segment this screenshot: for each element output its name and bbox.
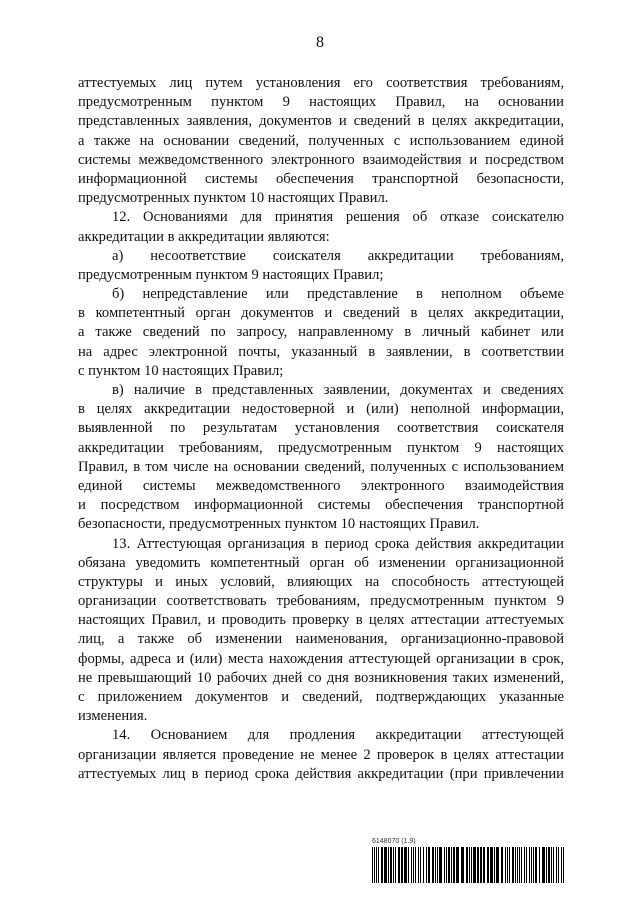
text-line: аттестуемых лиц в период срока действия аккредитации (при привлечении (78, 765, 564, 782)
text-line: аккредитации требованиям, предусмотренным пунктом 9 настоящих (78, 439, 564, 456)
text-line: в) наличие в представленных заявлении, документах и сведениях (112, 382, 564, 398)
text-line: формы, адреса и (или) места нахождения аттестующей организации в срок, (78, 650, 564, 667)
text-line: безопасности, предусмотренных пунктом 10 настоящих Правил. (78, 516, 480, 533)
text-line: а также на основании сведений, полученных с использованием единой (78, 132, 564, 149)
text-line: изменения. (78, 708, 148, 725)
paragraph-p-13 (78, 535, 564, 727)
page-number: 8 (316, 34, 324, 51)
text-line: предусмотренным пунктом 9 настоящих Правил; (78, 266, 384, 283)
text-line: выявленной по результатам установления соответствия соискателя (78, 420, 564, 437)
barcode-caption: 6148070 (1.9) (372, 838, 416, 845)
paragraph-p-12a (78, 247, 564, 285)
text-line: предусмотренных пунктом 10 настоящих Правил. (78, 190, 389, 207)
text-line: структуры и иных условий, влияющих на способность аттестующей (78, 573, 564, 590)
text-line: на адрес электронной почты, указанный в заявлении, в соответствии (78, 343, 564, 360)
text-line: информационной системы обеспечения транспортной безопасности, (78, 170, 564, 187)
document-barcode-block (372, 838, 568, 883)
text-line: б) непредставление или представление в неполном объеме (112, 286, 564, 303)
text-line: предусмотренным пунктом 9 настоящих Правил, на основании (78, 94, 564, 111)
text-line: 12. Основаниями для принятия решения об отказе соискателю (112, 209, 564, 226)
text-line: с пунктом 10 настоящих Правил; (78, 362, 284, 379)
text-line: 13. Аттестующая организация в период срока действия аккредитации (112, 535, 564, 552)
text-line: организации является проведение не менее 2 проверок в целях аттестации (78, 746, 564, 763)
text-line: 14. Основанием для продления аккредитации аттестующей (112, 727, 564, 744)
text-line: представленных заявления, документов и сведений в целях аккредитации, (78, 113, 564, 130)
paragraph-p-continuation (78, 74, 564, 208)
paragraph-p-12b (78, 285, 564, 381)
barcode-image (372, 847, 568, 883)
text-line: не превышающий 10 рабочих дней со дня возникновения таких изменений, (78, 669, 564, 686)
paragraph-p-14 (78, 726, 564, 784)
text-line: в целях аккредитации недостоверной и (или) неполной информации, (78, 401, 564, 418)
text-line: системы межведомственного электронного взаимодействия и посредством (78, 151, 564, 168)
text-line: и посредством информационной системы обеспечения транспортной (78, 497, 564, 514)
text-line: Правил, в том числе на основании сведений, полученных с использованием (78, 458, 564, 475)
text-line: лиц, а также об изменении наименования, организационно-правовой (78, 631, 564, 648)
text-line: а) несоответствие соискателя аккредитации требованиям, (112, 247, 564, 264)
text-line: организации соответствовать требованиям, предусмотренным пунктом 9 (78, 593, 564, 610)
text-line: аттестуемых лиц путем установления его соответствия требованиям, (78, 75, 564, 91)
text-line: обязана уведомить компетентный орган об изменении организационной (78, 554, 564, 571)
text-line: а также сведений по запросу, направленному в личный кабинет или (78, 324, 564, 341)
document-body (78, 74, 564, 784)
text-line: настоящих Правил, и проводить проверку в целях аттестации аттестуемых (78, 612, 564, 629)
text-line: единой системы межведомственного электронного взаимодействия (78, 477, 564, 494)
text-line: аккредитации в аккредитации являются: (78, 228, 330, 245)
paragraph-p-12c (78, 381, 564, 535)
text-line: в компетентный орган документов и сведений в целях аккредитации, (78, 305, 564, 322)
paragraph-p-12 (78, 208, 564, 246)
text-line: с приложением документов и сведений, подтверждающих указанные (78, 689, 564, 705)
